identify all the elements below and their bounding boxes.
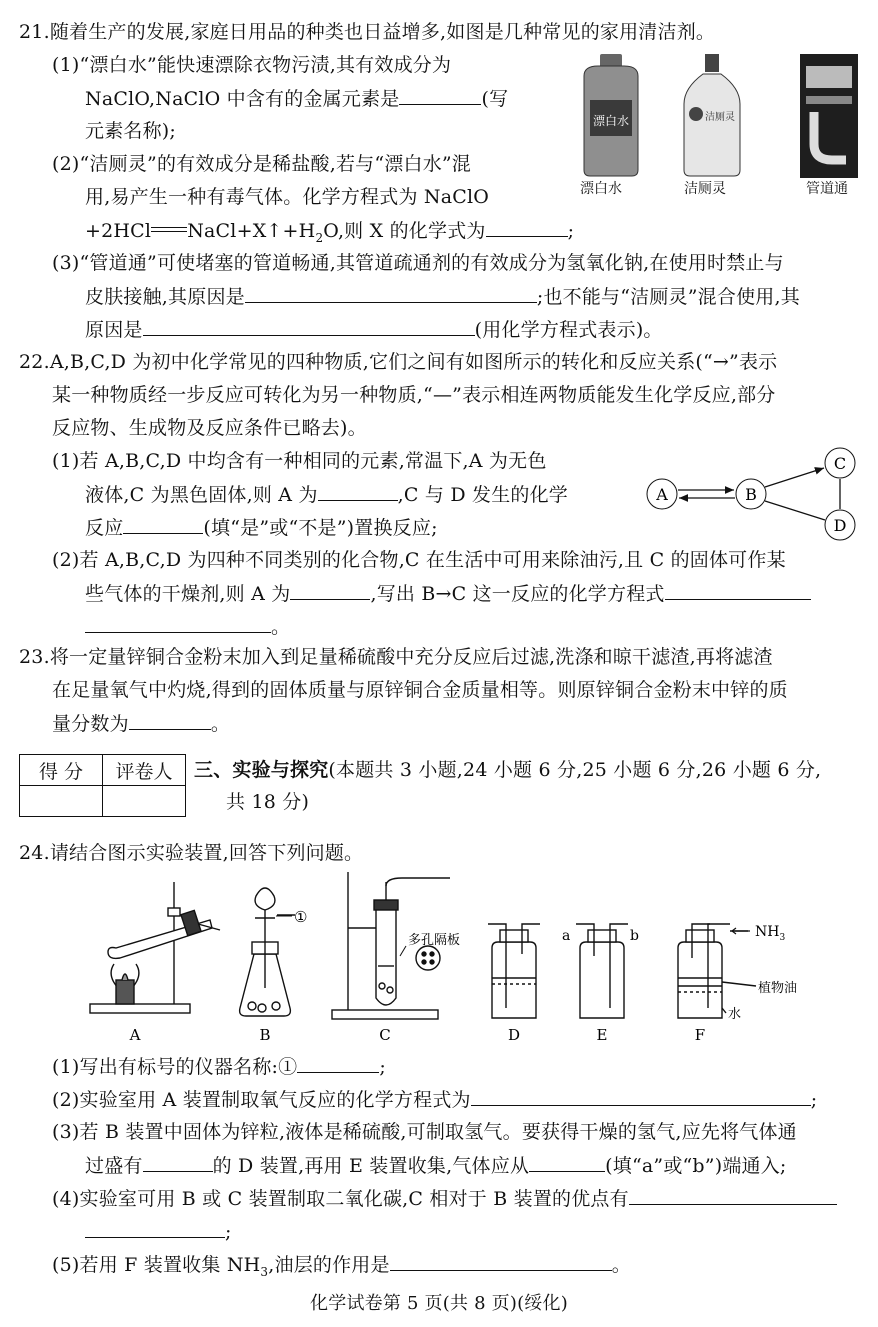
answer-blank[interactable] bbox=[290, 581, 370, 600]
answer-blank[interactable] bbox=[143, 317, 475, 336]
q24-part-5-mid: ,油层的作用是 bbox=[268, 1254, 390, 1276]
apparatus-a bbox=[90, 882, 220, 1013]
page-footer: 化学试卷第 5 页(共 8 页)(绥化) bbox=[310, 1293, 568, 1314]
q21-line-3-text: NaClO,NaClO 中含有的金属元素是 bbox=[85, 88, 400, 110]
q23-line-3-text: 量分数为 bbox=[52, 713, 129, 735]
q24-part-5 bbox=[52, 1252, 631, 1284]
semicolon: ; bbox=[810, 1089, 818, 1111]
answer-blank[interactable] bbox=[85, 1219, 225, 1238]
lab-apparatus-figure bbox=[80, 868, 800, 1046]
q24-part-2-text: (2)实验室用 A 装置制取氧气反应的化学方程式为 bbox=[52, 1089, 471, 1111]
q23-line-1: 23.将一定量锌铜合金粉末加入到足量稀硫酸中充分反应后过滤,洗涤和晾干滤渣,再将滤渣 bbox=[19, 646, 773, 668]
port-b-label: b bbox=[630, 928, 639, 944]
cleaner-products-image bbox=[570, 52, 860, 180]
q22-line-6-text: 反应 bbox=[85, 517, 124, 539]
q22-line-1: 22.A,B,C,D 为初中化学常见的四种物质,它们之间有如图所示的转化和反应关系(“→”表示 bbox=[19, 351, 778, 373]
q24-part-4-text: (4)实验室可用 B 或 C 装置制取二氧化碳,C 相对于 B 装置的优点有 bbox=[52, 1188, 629, 1210]
semicolon: ; bbox=[379, 1056, 386, 1078]
q22-line-5-tail: ,C 与 D 发生的化学 bbox=[397, 484, 569, 506]
nh3-label: $NH_3$ bbox=[755, 924, 786, 943]
answer-blank[interactable] bbox=[85, 614, 271, 633]
q24-part-3-line-2 bbox=[85, 1153, 787, 1178]
q22-line-5 bbox=[85, 482, 568, 507]
apparatus-b bbox=[240, 888, 295, 1016]
section-title: 三、实验与探究 bbox=[194, 759, 329, 781]
q24-part-3: (3)若 B 装置中固体为锌粒,液体是稀硫酸,可制取氢气。要获得干燥的氢气,应先将气体通 bbox=[52, 1121, 797, 1143]
apparatus-e bbox=[576, 924, 628, 1018]
q22-line-8-tail: ,写出 B→C 这一反应的化学方程式 bbox=[370, 583, 665, 605]
q22-line-8 bbox=[85, 581, 811, 606]
answer-blank[interactable] bbox=[245, 284, 537, 303]
grader-cell[interactable] bbox=[103, 786, 186, 817]
marker-1: ① bbox=[294, 908, 308, 926]
q22-line-7: (2)若 A,B,C,D 为四种不同类别的化合物,C 在生活中可用来除油污,且 C 的固体可作某 bbox=[52, 549, 786, 571]
answer-blank[interactable] bbox=[471, 1087, 811, 1106]
apparatus-d bbox=[488, 924, 540, 1018]
line-b-d bbox=[765, 501, 825, 520]
q22-line-6 bbox=[85, 515, 438, 540]
q22-line-8-text: 些气体的干燥剂,则 A 为 bbox=[85, 583, 291, 605]
q23-line-2: 在足量氧气中灼烧,得到的固体质量与原锌铜合金质量相等。则原锌铜合金粉末中锌的质 bbox=[52, 679, 788, 701]
port-a-label: a bbox=[562, 928, 571, 944]
semicolon: ; bbox=[567, 220, 575, 242]
bleach-caption: 漂白水 bbox=[580, 181, 622, 197]
label-b: B bbox=[259, 1026, 271, 1044]
equation-water: +H bbox=[282, 220, 316, 242]
q24-part-4 bbox=[52, 1186, 837, 1211]
period: 。 bbox=[611, 1254, 631, 1276]
q24-part-5-text: (5)若用 F 装置收集 NH bbox=[52, 1254, 261, 1276]
bleach-label: 漂白水 bbox=[592, 114, 630, 128]
label-c: C bbox=[379, 1026, 391, 1044]
subscript: 2 bbox=[315, 230, 324, 245]
equation-left: +2HCl bbox=[85, 220, 152, 242]
label-e: E bbox=[596, 1026, 608, 1044]
q22-line-9 bbox=[85, 614, 290, 639]
q22-line-2: 某一种物质经一步反应可转化为另一种物质,“—”表示相连两物质能发生化学反应,部分 bbox=[52, 384, 776, 406]
score-cell[interactable] bbox=[20, 786, 103, 817]
answer-blank[interactable] bbox=[529, 1153, 605, 1172]
semicolon: ; bbox=[225, 1221, 232, 1243]
q24-part-3-tail: (填“a”或“b”)端通入; bbox=[605, 1155, 787, 1177]
answer-blank[interactable] bbox=[297, 1054, 379, 1073]
q21-line-9-text: 皮肤接触,其原因是 bbox=[85, 286, 245, 308]
q21-line-4: 元素名称); bbox=[85, 120, 177, 142]
section-description-2: 共 18 分) bbox=[226, 791, 310, 813]
answer-blank[interactable] bbox=[629, 1186, 837, 1205]
q21-line-10-tail: (用化学方程式表示)。 bbox=[474, 319, 663, 341]
gas-arrow-icon: ↑ bbox=[266, 220, 283, 242]
water-label: 水 bbox=[728, 1007, 742, 1022]
porous-plate-label: 多孔隔板 bbox=[408, 933, 461, 948]
section-title-line bbox=[194, 758, 821, 782]
grader-header: 评卷人 bbox=[103, 755, 186, 786]
equation-right: NaCl+X bbox=[187, 220, 267, 242]
answer-blank[interactable] bbox=[129, 711, 211, 730]
q24-part-1 bbox=[52, 1054, 386, 1079]
q21-line-8: (3)“管道通”可使堵塞的管道畅通,其管道疏通剂的有效成分为氢氧化钠,在使用时禁止与 bbox=[52, 252, 784, 274]
q21-line-2: (1)“漂白水”能快速漂除衣物污渍,其有效成分为 bbox=[52, 54, 452, 76]
node-a-label: A bbox=[656, 485, 668, 504]
q21-line-10-text: 原因是 bbox=[85, 319, 143, 341]
q22-line-6-tail: (填“是”或“不是”)置换反应; bbox=[203, 517, 438, 539]
q22-line-3: 反应物、生成物及反应条件已略去)。 bbox=[52, 417, 367, 439]
period: 。 bbox=[271, 616, 291, 638]
q22-line-4: (1)若 A,B,C,D 中均含有一种相同的元素,常温下,A 为无色 bbox=[52, 450, 547, 472]
node-c-label: C bbox=[833, 454, 847, 473]
period: 。 bbox=[210, 713, 231, 735]
toilet-cleaner-label: 洁厕灵 bbox=[705, 112, 735, 123]
answer-blank[interactable] bbox=[123, 515, 203, 534]
label-f: F bbox=[694, 1026, 706, 1044]
equals-sign bbox=[151, 227, 187, 232]
apparatus-f bbox=[678, 924, 756, 1018]
q21-line-7 bbox=[85, 218, 574, 250]
answer-blank[interactable] bbox=[390, 1252, 612, 1271]
q21-line-3 bbox=[85, 86, 508, 111]
q24-part-3-mid: 的 D 装置,再用 E 装置收集,气体应从 bbox=[212, 1155, 530, 1177]
label-d: D bbox=[507, 1026, 521, 1044]
node-d-label: D bbox=[833, 516, 847, 535]
answer-blank[interactable] bbox=[399, 86, 481, 105]
q24-part-2 bbox=[52, 1087, 817, 1112]
answer-blank[interactable] bbox=[486, 218, 568, 237]
answer-blank[interactable] bbox=[665, 581, 811, 600]
score-header: 得 分 bbox=[20, 755, 103, 786]
bleach-bottle-image bbox=[584, 54, 638, 176]
abcd-relation-diagram bbox=[640, 445, 862, 545]
label-a: A bbox=[129, 1026, 141, 1044]
node-b-label: B bbox=[745, 485, 757, 504]
q24-line-1: 24.请结合图示实验装置,回答下列问题。 bbox=[19, 842, 364, 864]
answer-blank[interactable] bbox=[143, 1153, 213, 1172]
subscript: 3 bbox=[260, 1264, 269, 1279]
q21-line-3-tail: (写 bbox=[481, 88, 509, 110]
arrow-b-to-c bbox=[765, 468, 824, 487]
q22-line-5-text: 液体,C 为黑色固体,则 A 为 bbox=[85, 484, 318, 506]
q21-line-6: 用,易产生一种有毒气体。化学方程式为 NaClO bbox=[85, 186, 490, 208]
q21-line-10 bbox=[85, 317, 663, 342]
q24-part-3-text: 过盛有 bbox=[85, 1155, 143, 1177]
q24-part-4-line-2 bbox=[85, 1219, 232, 1244]
score-table bbox=[19, 754, 186, 817]
drain-cleaner-caption: 管道通 bbox=[806, 181, 848, 197]
q23-line-3 bbox=[52, 711, 230, 736]
q24-part-1-text: (1)写出有标号的仪器名称:① bbox=[52, 1056, 298, 1078]
q21-line-7-text: O,则 X 的化学式为 bbox=[323, 220, 486, 242]
q21-line-1: 21.随着生产的发展,家庭日用品的种类也日益增多,如图是几种常见的家用清洁剂。 bbox=[19, 21, 716, 43]
q21-line-9-tail: ;也不能与“洁厕灵”混合使用,其 bbox=[536, 286, 800, 308]
oil-label: 植物油 bbox=[758, 981, 798, 996]
drain-cleaner-package-image bbox=[800, 54, 858, 178]
q21-line-9 bbox=[85, 284, 800, 309]
toilet-cleaner-caption: 洁厕灵 bbox=[684, 181, 726, 197]
q21-line-5: (2)“洁厕灵”的有效成分是稀盐酸,若与“漂白水”混 bbox=[52, 153, 472, 175]
answer-blank[interactable] bbox=[318, 482, 398, 501]
toilet-cleaner-bottle-image bbox=[684, 54, 740, 176]
section-description: (本题共 3 小题,24 小题 6 分,25 小题 6 分,26 小题 6 分, bbox=[328, 759, 822, 781]
